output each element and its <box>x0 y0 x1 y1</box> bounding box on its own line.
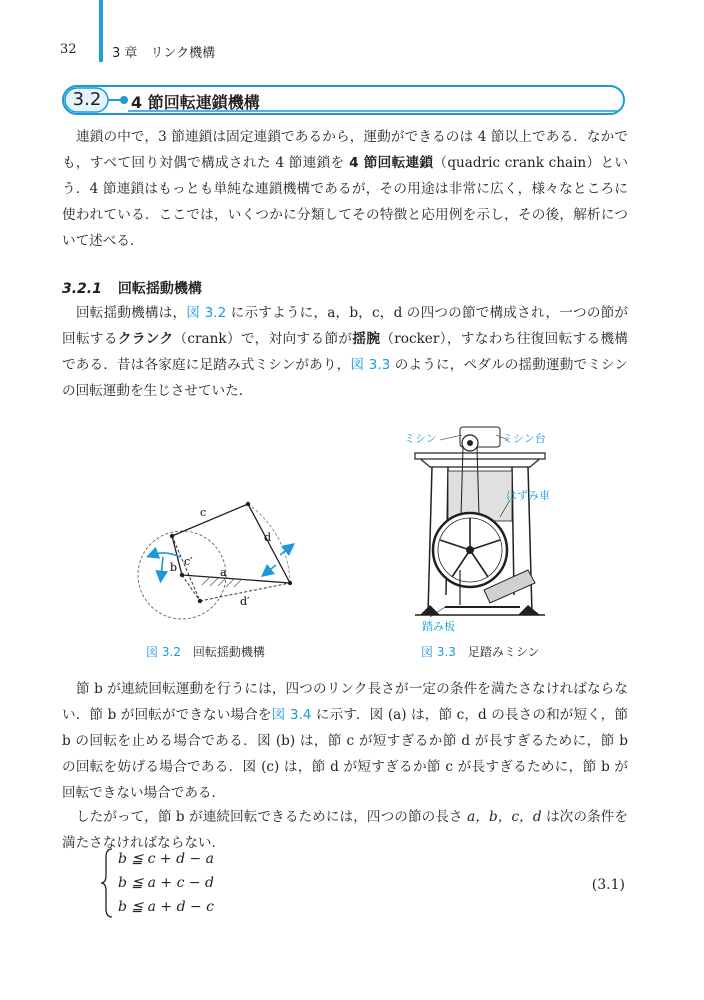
label-d-prime: d′ <box>240 595 250 608</box>
term-quadric-crank-chain: 4 節回転連鎖 <box>349 155 434 171</box>
label-pedal: 踏み板 <box>422 620 455 633</box>
figure-ref-3-4[interactable]: 図 3.4 <box>271 707 312 723</box>
joint <box>246 502 250 506</box>
label-machine: ミシン <box>404 432 437 445</box>
paragraph-therefore: したがって，節 b が連続回転できるためには，四つの節の長さ a，b，c，d は次の条件を満たさなければならない． <box>62 809 628 851</box>
section-title: 4 節回転連鎖機構 <box>131 93 260 112</box>
label-d: d <box>264 531 272 544</box>
figure-3-3-caption: 図 3.3 足踏みミシン <box>421 645 540 659</box>
label-c-prime: c′ <box>184 555 193 568</box>
intro-paragraph: 連鎖の中で，3 節連鎖は固定連鎖であるから，運動ができるのは 4 節以上である．なかでも，すべて回り対偶で構成された 4 節連鎖を 4 節回転連鎖（quadric crank chain）という．4 節連鎖はもっとも単純な連鎖機構であるが，その用途は非常に広く，様々なところに使われている．ここでは，いくつかに分類してその特徴と応用例を示し，その後，解析について述べる． <box>62 129 628 249</box>
label-flywheel: はずみ車 <box>506 489 550 502</box>
equation-brace <box>100 847 114 919</box>
figure-ref-3-3[interactable]: 図 3.3 <box>350 357 391 373</box>
chapter-title: 3 章 リンク機構 <box>112 46 216 61</box>
term-crank: クランク <box>117 331 174 347</box>
figure-3-2-caption: 図 3.2 回転揺動機構 <box>146 645 265 659</box>
subsection-heading <box>62 278 202 298</box>
label-b: b <box>170 561 178 574</box>
equation-line-1: b ≦ c + d − a <box>118 851 215 867</box>
joint <box>288 581 292 585</box>
subsection-title: 回転揺動機構 <box>117 281 202 297</box>
equation-number: (3.1) <box>591 877 625 893</box>
section-number: 3.2 <box>72 89 102 110</box>
page-number: 32 <box>60 42 77 57</box>
joint <box>170 534 174 538</box>
figure-3-2-label: 図 3.2 <box>146 645 181 659</box>
label-stand: ミシン台 <box>502 432 546 445</box>
figure-3-3-label: 図 3.3 <box>421 645 456 659</box>
link-c <box>172 504 248 536</box>
equation-3-1 <box>100 847 640 919</box>
paragraph-rotation-conditions: 節 b が連続回転運動を行うには，四つのリンク長さが一定の条件を満たさなければならない．節 b が回転ができない場合を図 3.4 に示す．図 (a) は，節 c，d の長さの和が短く，節 b の回転を止める場合である．図 (b) は，節 c が短すぎるか節 d が長すぎるために，節 b の回転を妨げる場合である．図 (c) は，節 d が短すぎるか節 c が長すぎるために，節 b が回転できない場合である． <box>62 681 628 801</box>
joint <box>180 573 184 577</box>
link-a <box>182 575 290 583</box>
figure-3-2-diagram <box>100 495 310 620</box>
label-c: c <box>200 506 207 519</box>
term-rocker: 揺腕 <box>352 331 381 347</box>
paragraph-crank-rocker: 回転揺動機構は，図 3.2 に示すように，a，b，c，d の四つの節で構成され，一つの節が回転するクランク（crank）で，対向する節が揺腕（rocker），すなわち往復回転する機構である．昔は各家庭に足踏み式ミシンがあり，図 3.3 のように，ペダルの揺動運動でミシンの回転運動を生じさせていた． <box>62 305 629 399</box>
subsection-number: 3.2.1 <box>62 281 102 297</box>
header-accent-bar <box>99 0 103 62</box>
equation-line-3: b ≦ a + d − c <box>118 899 215 915</box>
joint <box>198 599 202 603</box>
crank-rotation-arrow <box>152 553 180 557</box>
equation-line-2: b ≦ a + c − d <box>118 875 215 891</box>
figure-ref-3-2[interactable]: 図 3.2 <box>186 305 227 321</box>
figure-3-3-diagram <box>400 425 560 635</box>
label-a: a <box>220 566 227 579</box>
